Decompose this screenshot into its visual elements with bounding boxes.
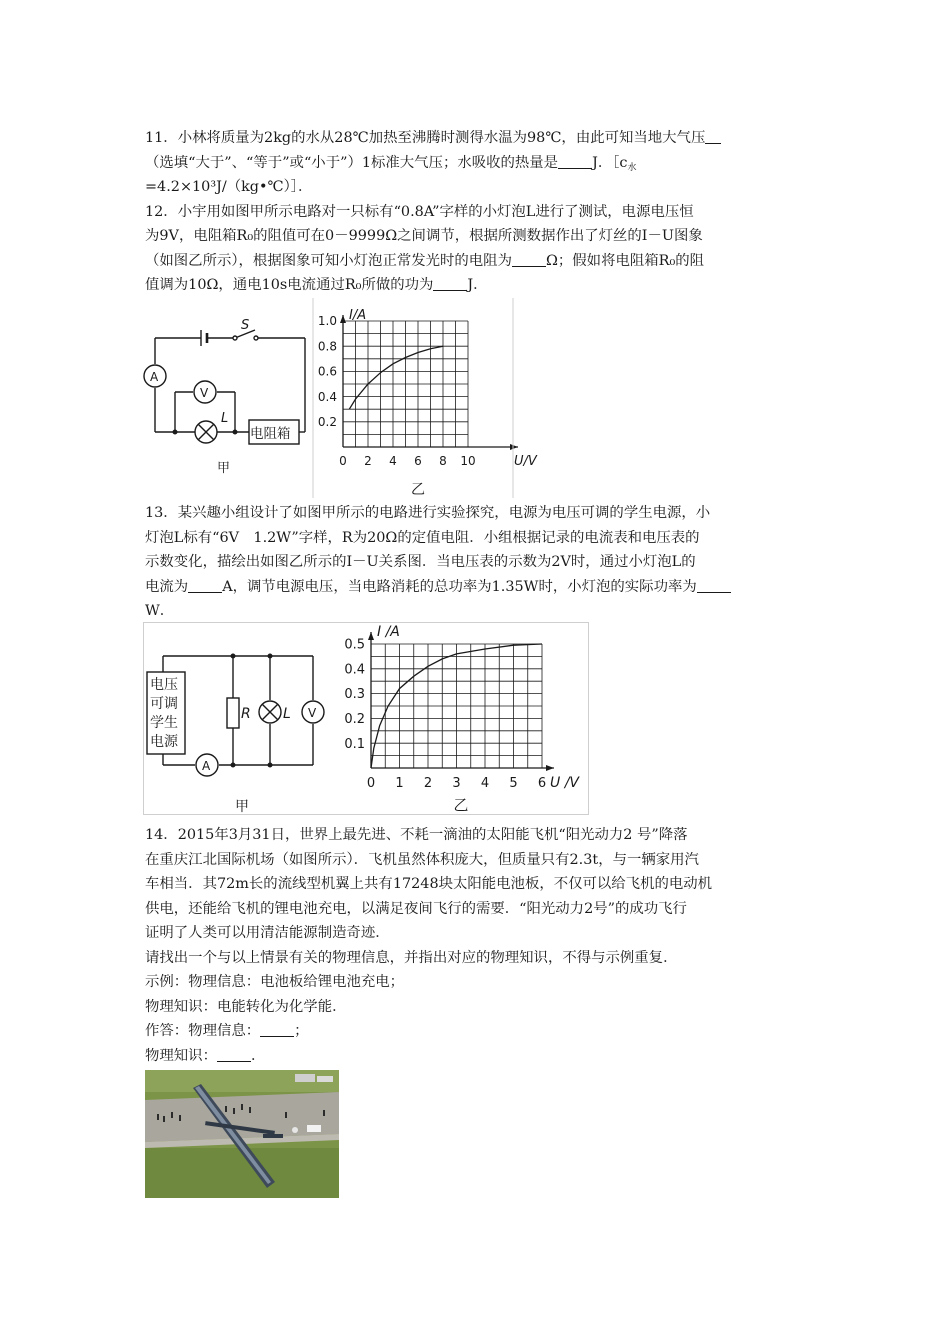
q11-line-3: =4.2×10³J/（kg•℃）］． bbox=[145, 179, 313, 195]
answer-blank[interactable] bbox=[558, 152, 592, 169]
y-tick-label: 1.0 bbox=[317, 314, 337, 329]
x-tick-label: 8 bbox=[439, 454, 447, 468]
q12-switch-label: S bbox=[241, 318, 250, 333]
q14-line-9b: ； bbox=[294, 1023, 309, 1039]
q14-line-1: 14．2015年3月31日，世界上最先进、不耗一滴油的太阳能飞机“阳光动力2 号”降落 bbox=[145, 827, 688, 843]
answer-blank[interactable] bbox=[697, 576, 731, 593]
q14-line-10a: 物理知识： bbox=[145, 1047, 217, 1064]
solar-plane-photo bbox=[145, 1070, 339, 1198]
q13-line-3: 示数变化，描绘出如图乙所示的I－U关系图．当电压表的示数为2V时，通过小灯泡L的 bbox=[145, 554, 696, 570]
x-tick-label: 2 bbox=[423, 776, 433, 791]
q13-figure-svg bbox=[143, 622, 589, 815]
q11-line-2a: （选填“大于”、“等于”或“小于”）1标准大气压；水吸收的热量是 bbox=[145, 154, 559, 171]
q13-voltmeter-label: V bbox=[308, 706, 317, 720]
q12-graph bbox=[318, 308, 538, 498]
q12-line-2: 为9V，电阻箱R₀的阻值可在0－9999Ω之间调节，根据所测数据作出了灯丝的I－U图象 bbox=[145, 228, 703, 244]
q14-line-9a: 作答：物理信息： bbox=[145, 1023, 261, 1039]
x-axis-arrow bbox=[546, 765, 554, 771]
q12-line-4b: J． bbox=[467, 277, 488, 293]
q13-circuit-caption: 甲 bbox=[235, 799, 249, 815]
y-tick-label: 0.6 bbox=[317, 364, 337, 379]
x-tick-label: 3 bbox=[452, 776, 461, 791]
q12-figure bbox=[143, 298, 537, 502]
chart-caption: 乙 bbox=[453, 796, 469, 814]
q14-line-2: 在重庆江北国际机场（如图所示）．飞机虽然体积庞大，但质量只有2.3t，与一辆家用汽 bbox=[145, 851, 699, 868]
x-tick-label: 4 bbox=[480, 776, 490, 791]
x-tick-label: 6 bbox=[537, 776, 547, 791]
answer-blank[interactable] bbox=[188, 576, 222, 593]
y-axis-arrow bbox=[368, 632, 374, 640]
y-tick-label: 0.4 bbox=[317, 389, 337, 404]
x-axis-label: U/V bbox=[514, 454, 537, 469]
q14-line-6: 请找出一个与以上情景有关的物理信息，并指出对应的物理知识，不得与示例重复． bbox=[145, 949, 678, 966]
x-axis-label: U /V bbox=[550, 775, 579, 791]
y-tick-label: 0.3 bbox=[344, 687, 365, 703]
q11-line-1: 11．小林将质量为2kg的水从28℃加热至沸腾时测得水温为98℃，由此可知当地大气压 bbox=[145, 130, 706, 146]
q12-figure-svg bbox=[143, 298, 537, 498]
x-tick-label: 5 bbox=[509, 776, 518, 791]
q11-subscript: 水 bbox=[627, 162, 637, 173]
data-curve bbox=[349, 346, 443, 409]
x-tick-label: 2 bbox=[364, 454, 372, 468]
q12-box-label: 电阻箱 bbox=[250, 426, 291, 442]
y-tick-label: 0.2 bbox=[344, 711, 365, 727]
answer-blank[interactable] bbox=[433, 274, 467, 291]
question-13 bbox=[145, 501, 815, 624]
q12-line-3a: （如图乙所示），根据图象可知小灯泡正常发光时的电阻为 bbox=[145, 252, 512, 269]
x-tick-label: 6 bbox=[414, 454, 422, 468]
q13-lamp-label: L bbox=[283, 706, 291, 722]
question-14 bbox=[145, 823, 815, 1068]
q13-graph bbox=[344, 624, 580, 814]
q12-circuit-caption: 甲 bbox=[217, 461, 231, 476]
y-tick-label: 0.2 bbox=[317, 415, 337, 429]
q14-line-7: 示例：物理信息：电池板给锂电池充电； bbox=[145, 974, 405, 990]
answer-blank[interactable] bbox=[705, 127, 721, 144]
x-tick-label: 0 bbox=[366, 776, 376, 791]
q12-ammeter-label: A bbox=[150, 370, 159, 384]
y-axis-label: I /A bbox=[377, 624, 400, 640]
q13-line-2: 灯泡L标有“6V 1.2W”字样，R为20Ω的定值电阻．小组根据记录的电流表和电压表的 bbox=[145, 529, 700, 546]
solar-plane-illustration bbox=[145, 1070, 339, 1198]
q13-line-1: 13．某兴趣小组设计了如图甲所示的电路进行实验探究，电源为电压可调的学生电源，小 bbox=[145, 505, 711, 521]
q13-ammeter-label: A bbox=[202, 759, 211, 773]
q13-resistor-label: R bbox=[241, 706, 251, 722]
answer-blank[interactable] bbox=[260, 1020, 294, 1037]
y-tick-label: 0.4 bbox=[344, 662, 365, 678]
x-tick-label: 1 bbox=[395, 776, 404, 791]
y-tick-label: 0.5 bbox=[344, 637, 365, 653]
y-tick-label: 0.1 bbox=[344, 736, 365, 752]
q14-line-8: 物理知识：电能转化为化学能． bbox=[145, 998, 347, 1015]
q14-line-3: 车相当．其72m长的流线型机翼上共有17248块太阳能电池板，不仅可以给飞机的电动机 bbox=[145, 876, 713, 892]
answer-blank[interactable] bbox=[217, 1045, 251, 1062]
x-tick-label: 0 bbox=[339, 454, 347, 468]
q14-line-10b: ． bbox=[250, 1047, 266, 1064]
question-12 bbox=[145, 200, 815, 298]
q13-resistor bbox=[227, 698, 239, 728]
q13-line-4a: 电流为 bbox=[145, 578, 189, 595]
q13-source-label-4: 电源 bbox=[150, 734, 178, 750]
q12-voltmeter-label: V bbox=[200, 386, 209, 400]
y-axis-label: I/A bbox=[349, 308, 367, 323]
q13-source-label-3: 学生 bbox=[150, 715, 178, 731]
q11-line-2b: J．［c bbox=[592, 154, 628, 171]
q14-line-4: 供电，还能给飞机的锂电池充电，以满足夜间飞行的需要．“阳光动力2号”的成功飞行 bbox=[145, 900, 687, 917]
x-tick-label: 10 bbox=[460, 454, 476, 468]
q12-line-4a: 值调为10Ω，通电10s电流通过R₀所做的功为 bbox=[145, 277, 434, 293]
answer-blank[interactable] bbox=[512, 250, 546, 267]
y-tick-label: 0.8 bbox=[317, 339, 337, 354]
x-axis-arrow bbox=[510, 444, 518, 450]
q13-line-5: W． bbox=[145, 603, 175, 619]
x-tick-label: 4 bbox=[389, 454, 397, 468]
q13-figure bbox=[143, 622, 589, 819]
q13-source-label-1: 电压 bbox=[150, 677, 178, 693]
q12-line-3b: Ω；假如将电阻箱R₀的阻 bbox=[545, 252, 705, 269]
q12-lamp-label: L bbox=[221, 411, 229, 426]
y-axis-arrow bbox=[340, 315, 346, 323]
chart-caption: 乙 bbox=[411, 482, 425, 498]
q13-source-label-2: 可调 bbox=[150, 696, 178, 712]
q13-line-4b: A，调节电源电压，当电路消耗的总功率为1.35W时，小灯泡的实际功率为 bbox=[222, 578, 697, 595]
q14-line-5: 证明了人类可以用清洁能源制造奇迹． bbox=[145, 925, 390, 941]
q12-line-1: 12．小宇用如图甲所示电路对一只标有“0.8A”字样的小灯泡L进行了测试，电源电压恒 bbox=[145, 203, 694, 220]
question-11 bbox=[145, 126, 815, 200]
